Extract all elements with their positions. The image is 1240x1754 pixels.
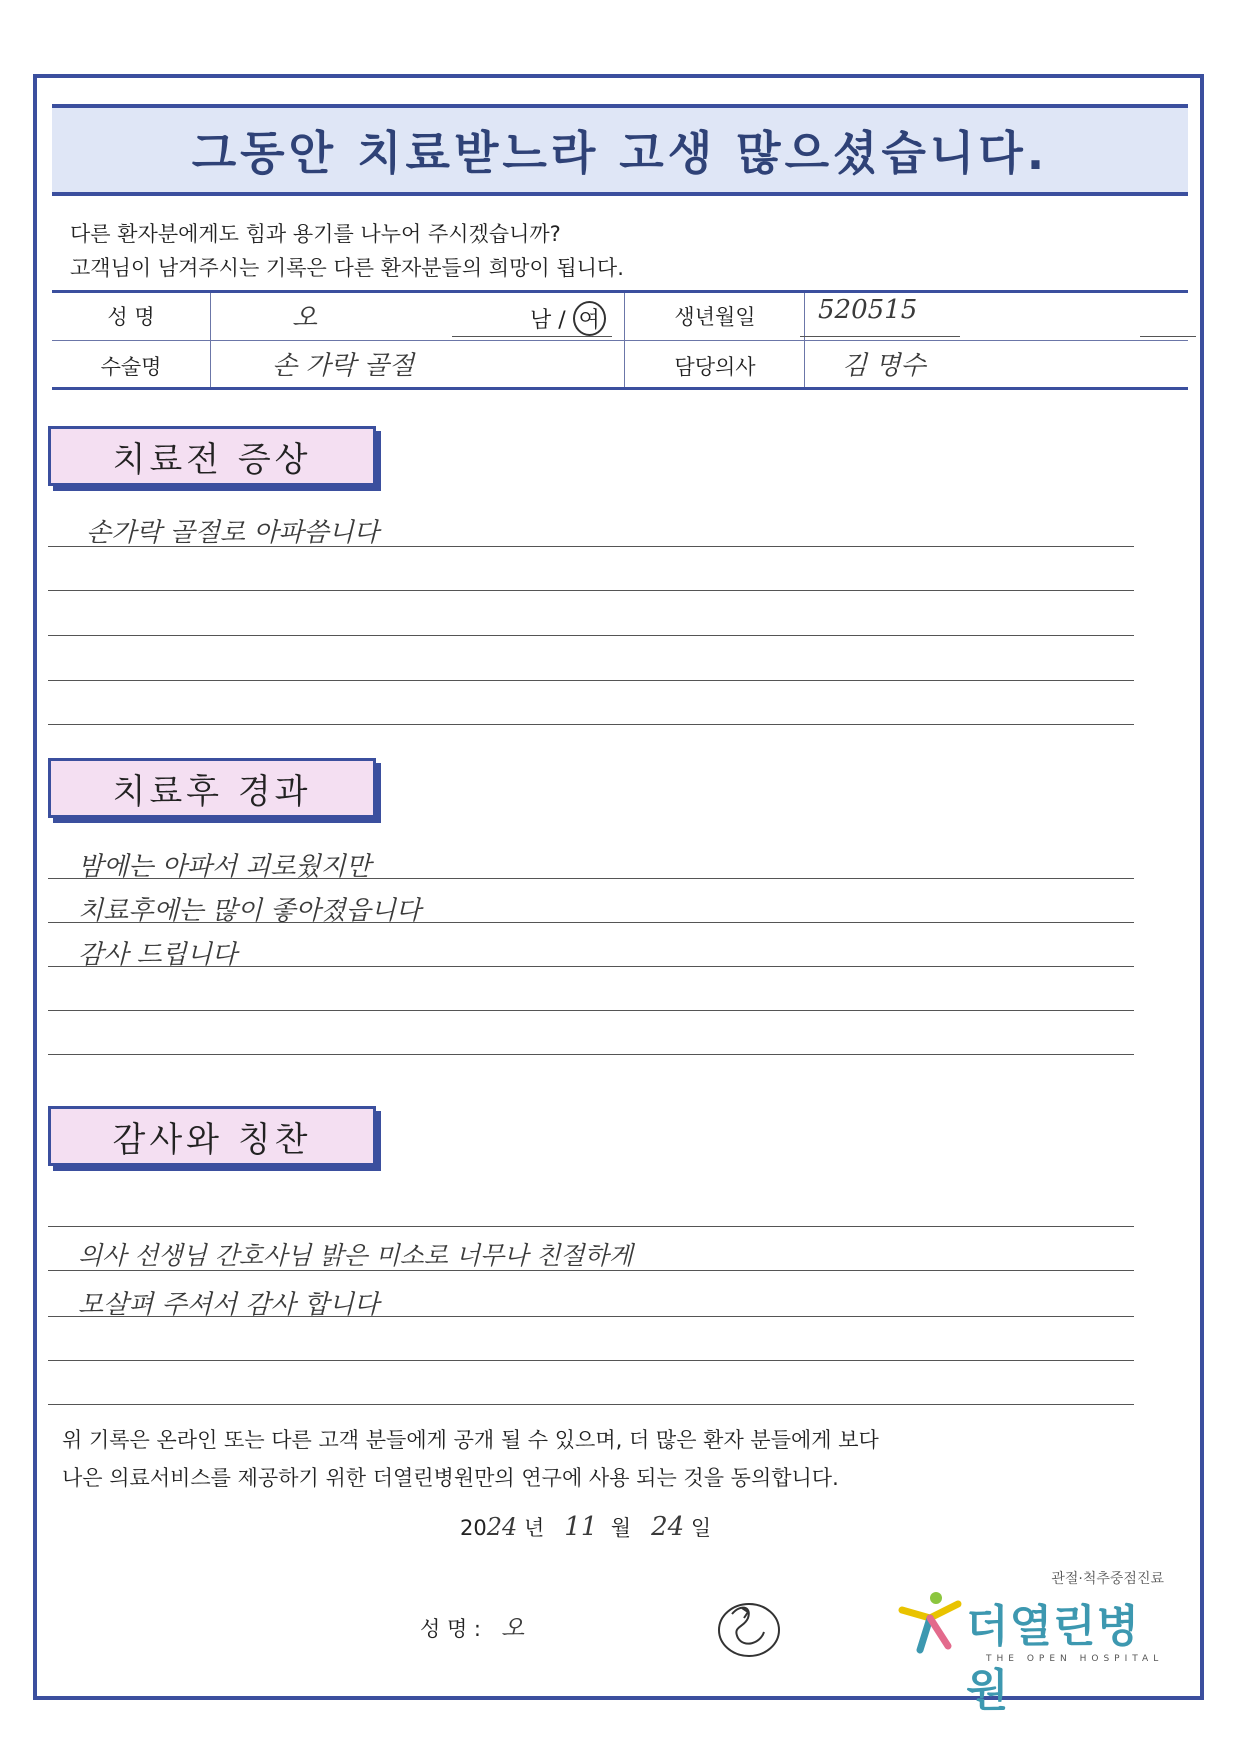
logo-name: 더열린병원: [966, 1601, 1141, 1716]
table-divider: [210, 293, 211, 387]
month-value: 11: [564, 1512, 598, 1542]
intro-line-1: 다른 환자분에게도 힘과 용기를 나누어 주시겠습니까?: [70, 222, 561, 246]
day-value: 24: [651, 1512, 685, 1542]
writing-line: [48, 1360, 1134, 1361]
month-label: 월: [610, 1516, 632, 1540]
birth-label: 생년월일: [674, 305, 756, 329]
hospital-logo: [896, 1568, 1176, 1716]
logo-english: THE OPEN HOSPITAL: [986, 1654, 1164, 1664]
logo-figure-icon: [896, 1588, 964, 1658]
signature-name: 오: [501, 1614, 525, 1642]
table-divider: [624, 293, 625, 387]
section-heading-thanks: [48, 1106, 376, 1166]
writing-line: [48, 724, 1134, 725]
after-line-1: 밤에는 아파서 괴로웠지만: [78, 852, 371, 882]
gender-field: [530, 301, 606, 336]
doctor-value: 김 명수: [842, 351, 926, 381]
birth-value: 520515: [818, 295, 918, 325]
section-heading-text: 감사와 칭찬: [112, 1119, 312, 1160]
year-handwritten: 24: [486, 1513, 518, 1541]
page-title: 그동안 치료받느라 고생 많으셨습니다.: [191, 126, 1049, 180]
thanks-line-2: 모살펴 주셔서 감사 합니다: [78, 1290, 380, 1320]
day-label: 일: [690, 1516, 712, 1540]
writing-line: [48, 1010, 1134, 1011]
writing-line: [48, 1316, 1134, 1317]
before-line-1: 손가락 골절로 아파씀니다: [86, 518, 379, 548]
gender-female-circled: 여: [573, 301, 606, 336]
writing-line: [48, 1054, 1134, 1055]
section-heading-text: 치료전 증상: [112, 439, 312, 480]
after-line-3: 감사 드립니다: [78, 940, 237, 970]
writing-line: [48, 1404, 1134, 1405]
writing-line: [48, 922, 1134, 923]
intro-line-2: 고객님이 남겨주시는 기록은 다른 환자분들의 희망이 됩니다.: [70, 256, 624, 280]
consent-line-2: 나은 의료서비스를 제공하기 위한 더열린병원만의 연구에 사용 되는 것을 동의합니다.: [62, 1466, 839, 1490]
writing-line: [48, 590, 1134, 591]
writing-line: [48, 966, 1134, 967]
logo-subtitle: 관절·척추중점진료: [1051, 1571, 1164, 1587]
underline: [452, 336, 612, 337]
date-row: [460, 1512, 711, 1542]
after-line-2: 치료후에는 많이 좋아졌읍니다: [78, 896, 422, 926]
writing-line: [48, 635, 1134, 636]
name-value: 오: [292, 303, 318, 333]
surgery-value: 손 가락 골절: [272, 351, 415, 381]
year-label: 년: [523, 1516, 545, 1540]
signature-row: [420, 1608, 524, 1643]
doctor-label: 담당의사: [674, 355, 756, 379]
name-label: 성 명: [107, 305, 155, 329]
writing-line: [48, 1270, 1134, 1271]
writing-line: [48, 1226, 1134, 1227]
thanks-line-1: 의사 선생님 간호사님 밝은 미소로 너무나 친절하게: [78, 1241, 633, 1270]
year-prefix: 20: [460, 1516, 487, 1540]
surgery-label: 수술명: [100, 355, 162, 379]
underline: [800, 336, 960, 337]
title-banner: [52, 104, 1188, 196]
gender-male-label: 남 /: [530, 308, 566, 333]
signature-label: 성 명 :: [420, 1617, 481, 1641]
writing-line: [48, 680, 1134, 681]
consent-line-1: 위 기록은 온라인 또는 다른 고객 분들에게 공개 될 수 있으며, 더 많은 환자 분들에게 보다: [62, 1428, 879, 1452]
writing-line: [48, 546, 1134, 547]
writing-line: [48, 878, 1134, 879]
table-divider: [804, 293, 805, 387]
handwritten-signature: [712, 1596, 786, 1660]
underline: [1140, 336, 1196, 337]
table-divider: [52, 340, 1188, 341]
section-heading-text: 치료후 경과: [112, 771, 312, 812]
patient-info-table: [52, 290, 1188, 390]
section-heading-after: [48, 758, 376, 818]
section-heading-before: [48, 426, 376, 486]
